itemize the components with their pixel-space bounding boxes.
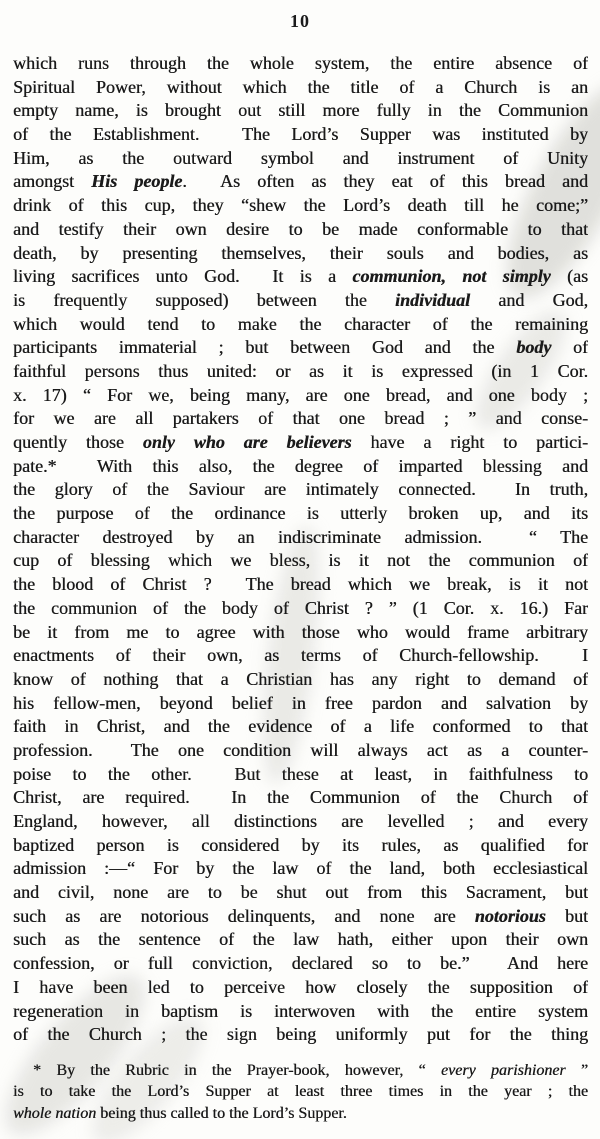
body-text-line: I have been led to perceive how closely the supposition of <box>13 976 588 997</box>
body-text-line: of the Establishment. The Lord’s Supper was instituted by <box>13 124 588 145</box>
footnote-line: * By the Rubric in the Prayer-book, however, “ every parishioner ” <box>33 1061 588 1079</box>
body-text-line: for we are all partakers of that one bread ; ” and conse- <box>13 408 588 429</box>
body-text-line: drink of this cup, they “shew the Lord’s death till he come;” <box>13 195 588 216</box>
body-text-line: living sacrifices unto God. It is a communion, not simply (as <box>13 266 588 287</box>
body-text-line: pate.* With this also, the degree of imparted blessing and <box>13 455 588 476</box>
body-text-line: faithful persons thus united: or as it is expressed (in 1 Cor. <box>13 360 588 381</box>
body-text-line: and civil, none are to be shut out from this Sacrament, but <box>13 882 588 903</box>
body-text-line: be it from me to agree with those who would frame arbitrary <box>13 621 588 642</box>
body-text-line: Spiritual Power, without which the title of a Church is an <box>13 76 588 97</box>
body-text-line: quently those only who are believers have a right to partici- <box>13 432 588 452</box>
body-text-line: such as are notorious delinquents, and none are notorious but <box>13 905 588 926</box>
body-text-line: and testify their own desire to be made conformable to that <box>13 218 588 239</box>
body-text-line: which runs through the whole system, the entire absence of <box>13 53 588 73</box>
body-text-line: the communion of the body of Christ ? ” (1 Cor. x. 16.) Far <box>13 597 588 618</box>
body-text-line: regeneration in baptism is interwoven with the entire system <box>13 1000 588 1021</box>
body-text-line: Christ, are required. In the Communion of the Church of <box>13 787 588 808</box>
body-text <box>13 52 588 1047</box>
body-text-line: of the Church ; the sign being uniformly put for the thing <box>13 1024 588 1045</box>
body-text-line: is frequently supposed) between the individual and God, <box>13 289 588 310</box>
body-text-line: know of nothing that a Christian has any right to demand of <box>13 668 588 689</box>
body-text-line: enactments of their own, as terms of Church-fellowship. I <box>13 645 588 666</box>
body-text-line: cup of blessing which we bless, is it not the communion of <box>13 550 588 571</box>
footnote-line: whole nation being thus called to the Lord’s Supper. <box>13 1104 347 1122</box>
body-text-line: faith in Christ, and the evidence of a life conformed to that <box>13 716 588 737</box>
footnote <box>13 1060 588 1124</box>
body-text-line: the blood of Christ ? The bread which we break, is it not <box>13 574 588 595</box>
body-text-line: profession. The one condition will always act as a counter- <box>13 739 588 760</box>
body-text-line: his fellow-men, beyond belief in free pardon and salvation by <box>13 692 588 713</box>
body-text-line: which would tend to make the character of the remaining <box>13 313 588 334</box>
body-text-line: England, however, all distinctions are levelled ; and every <box>13 811 588 831</box>
footnote-line: is to take the Lord’s Supper at least three times in the year ; the <box>13 1083 588 1101</box>
body-text-line: such as the sentence of the law hath, either upon their own <box>13 929 588 950</box>
body-text-line: the glory of the Saviour are intimately connected. In truth, <box>13 479 588 500</box>
body-text-line: participants immaterial ; but between God and the body of <box>13 337 588 358</box>
body-text-line: baptized person is considered by its rules, as qualified for <box>13 834 588 855</box>
body-text-line: death, by presenting themselves, their souls and bodies, as <box>13 242 588 263</box>
body-text-line: empty name, is brought out still more fully in the Communion <box>13 100 588 121</box>
body-text-line: the purpose of the ordinance is utterly broken up, and its <box>13 503 588 524</box>
body-text-line: amongst His people. As often as they eat of this bread and <box>13 171 588 192</box>
body-text-line: character destroyed by an indiscriminate admission. “ The <box>13 526 588 547</box>
body-text-line: admission :—“ For by the law of the land, both ecclesiastical <box>13 858 588 879</box>
body-text-line: x. 17) “ For we, being many, are one bread, and one body ; <box>13 384 588 405</box>
page-number: 10 <box>290 11 310 31</box>
body-text-line: poise to the other. But these at least, in faithfulness to <box>13 763 588 784</box>
body-text-line: confession, or full conviction, declared so to be.” And here <box>13 953 588 974</box>
body-text-line: Him, as the outward symbol and instrument of Unity <box>13 147 588 168</box>
